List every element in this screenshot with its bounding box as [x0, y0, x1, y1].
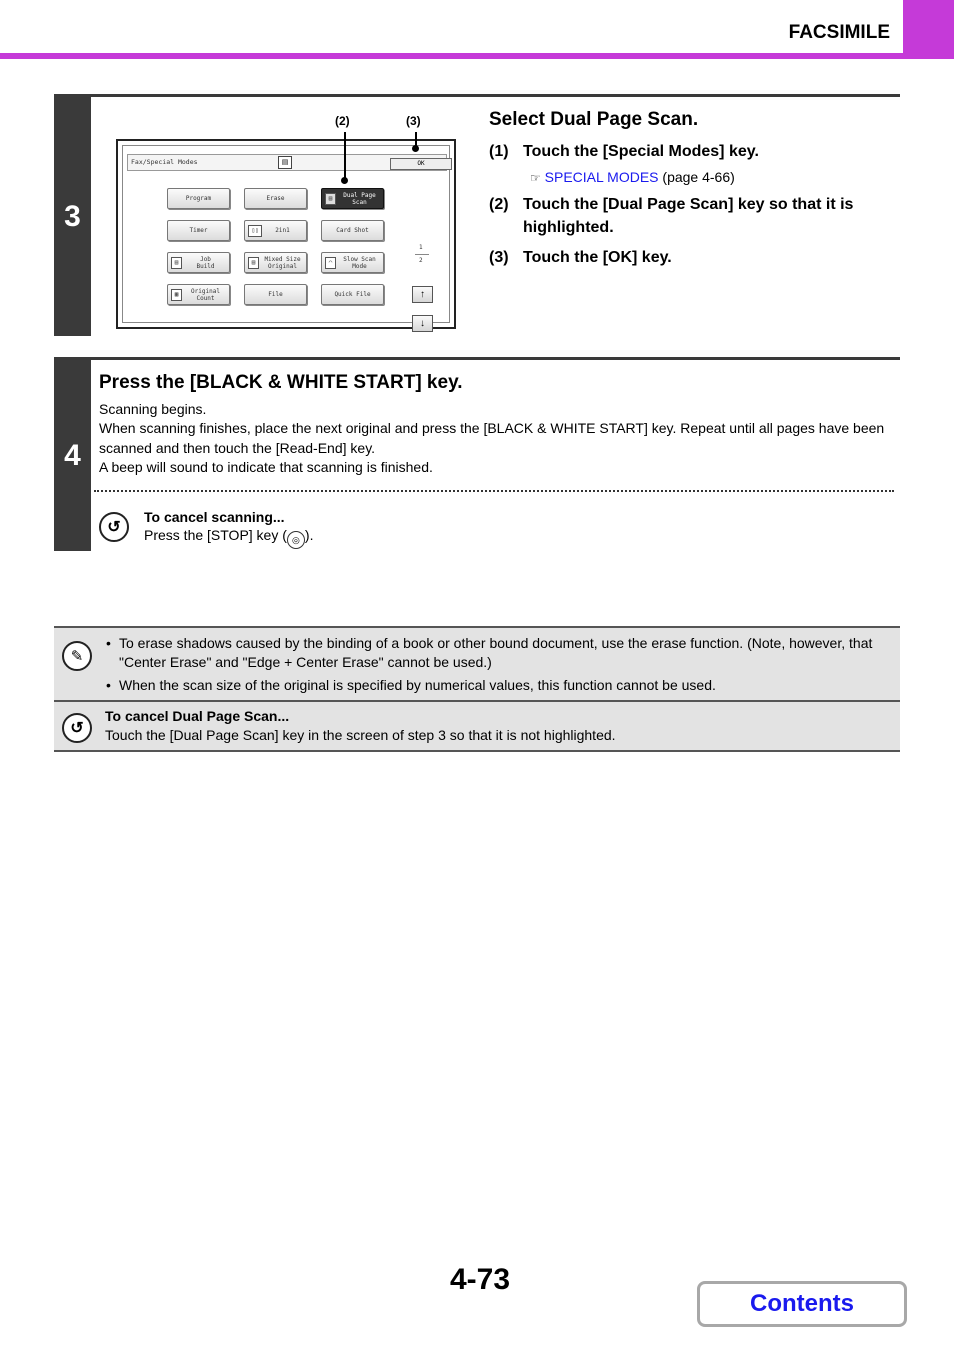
timer-key[interactable] [167, 220, 230, 241]
screen-title: Fax/Special Modes [131, 158, 198, 166]
mixed-size-key-label: Mixed Size Original [264, 255, 301, 270]
substep-text: Touch the [OK] key. [523, 249, 672, 266]
substep-number: (1) [489, 143, 509, 160]
step-4 [54, 357, 900, 551]
page-total: 2 [419, 257, 423, 264]
note-bullet-2 [106, 676, 891, 695]
bullet-dot: • [106, 677, 111, 693]
dual-page-scan-key[interactable] [321, 188, 384, 209]
document-icon: ▤ [278, 156, 292, 169]
slow-scan-key-label: Slow Scan Mode [343, 255, 376, 270]
special-modes-link[interactable]: SPECIAL MODES [544, 169, 659, 185]
page-divider [415, 254, 429, 255]
card-shot-key[interactable] [321, 220, 384, 241]
reference-page: (page 4-66) [662, 169, 735, 185]
callout-label-3: (3) [406, 114, 421, 128]
substep-text: Touch the [Special Modes] key. [523, 143, 759, 160]
dotted-divider [94, 490, 894, 492]
cancel-text-after: ). [304, 527, 314, 543]
2in1-key-label: 2in1 [275, 227, 290, 234]
dual-page-scan-label: Dual Page Scan [343, 191, 376, 206]
job-build-key-label: Job Build [196, 255, 215, 270]
job-build-icon: ▤ [171, 257, 182, 269]
slow-scan-mode-key[interactable] [321, 252, 384, 273]
stop-key-icon: ◎ [287, 531, 305, 549]
timer-key-label: Timer [189, 227, 208, 234]
reference [530, 169, 735, 185]
return-arrow-icon: ↺ [62, 713, 92, 743]
callout-dot-3 [412, 145, 419, 152]
step-3 [54, 94, 900, 336]
ok-key[interactable]: OK [390, 158, 452, 170]
section-title: FACSIMILE [788, 22, 890, 43]
touch-panel-screen [116, 139, 456, 329]
step-4-heading: Press the [BLACK & WHITE START] key. [99, 372, 463, 393]
arrow-down-icon: ↓ [420, 318, 425, 329]
substep-text: Touch the [Dual Page Scan] key so that it is highlighted. [523, 196, 854, 236]
file-key-label: File [268, 291, 283, 298]
pointing-hand-icon: ☞ [530, 171, 541, 185]
header-tab [903, 0, 954, 59]
pencil-icon: ✎ [62, 641, 92, 671]
scroll-down-button[interactable] [412, 315, 433, 332]
dual-page-icon: ▤ [325, 193, 336, 205]
cancel-text-before: Press the [STOP] key ( [144, 527, 287, 543]
contents-button[interactable]: Contents [697, 1281, 907, 1327]
page-current: 1 [419, 244, 423, 251]
cancel-scanning-title: To cancel scanning... [144, 509, 285, 525]
substep-1 [489, 140, 894, 163]
step-4-line-3: A beep will sound to indicate that scanning is finished. [99, 459, 433, 475]
mixed-size-icon: ▤ [248, 257, 259, 269]
card-shot-key-label: Card Shot [336, 227, 369, 234]
step-number: 4 [54, 360, 91, 551]
original-count-key[interactable] [167, 284, 230, 305]
step-number: 3 [54, 97, 91, 336]
note-separator [54, 700, 900, 702]
program-key-label: Program [185, 195, 212, 202]
cancel-dual-scan-title: To cancel Dual Page Scan... [105, 708, 290, 724]
2in1-key[interactable] [244, 220, 307, 241]
arrow-up-icon: ↑ [420, 289, 425, 300]
bullet-dot: • [106, 635, 111, 651]
screen-inner [122, 145, 450, 329]
job-build-key[interactable] [167, 252, 230, 273]
erase-key-label: Erase [266, 195, 285, 202]
callout-label-2: (2) [335, 114, 350, 128]
cancel-scanning-text [144, 527, 313, 549]
substep-number: (2) [489, 196, 509, 213]
slow-scan-icon: ◠ [325, 257, 336, 269]
program-key[interactable] [167, 188, 230, 209]
original-count-key-label: Original Count [191, 287, 220, 302]
substep-3 [489, 246, 894, 269]
quick-file-key-label: Quick File [334, 291, 371, 298]
note-bullet-1 [106, 634, 891, 672]
header-rule [0, 53, 954, 59]
substep-number: (3) [489, 249, 509, 266]
bullet-text: When the scan size of the original is specified by numerical values, this function cannot be used. [119, 677, 716, 693]
note-box [54, 626, 900, 752]
original-count-icon: ▦ [171, 289, 182, 301]
step-4-line-2: When scanning finishes, place the next original and press the [BLACK & WHITE START] key. Repeat until all pages have been scanned and then touch the [Read-End] key. [99, 420, 885, 456]
page-number: 4-73 [449, 1263, 511, 1296]
step-3-heading: Select Dual Page Scan. [489, 109, 699, 130]
scroll-up-button[interactable] [412, 286, 433, 303]
screen-title-bar [127, 154, 447, 171]
quick-file-key[interactable] [321, 284, 384, 305]
cancel-dual-scan-text: Touch the [Dual Page Scan] key in the screen of step 3 so that it is not highlighted. [105, 727, 616, 743]
mixed-size-original-key[interactable] [244, 252, 307, 273]
substep-2 [489, 193, 894, 239]
return-arrow-icon: ↺ [99, 512, 129, 542]
step-4-line-1: Scanning begins. [99, 401, 207, 417]
file-key[interactable] [244, 284, 307, 305]
callout-dot-2 [341, 177, 348, 184]
erase-key[interactable] [244, 188, 307, 209]
callout-line-2 [344, 132, 346, 180]
bullet-text: To erase shadows caused by the binding of a book or other bound document, use the erase function. (Note, however, that "Center Erase" and "Edge + Center Erase" cannot be used.) [119, 635, 873, 670]
two-in-one-icon: ▯▯ [248, 225, 262, 237]
